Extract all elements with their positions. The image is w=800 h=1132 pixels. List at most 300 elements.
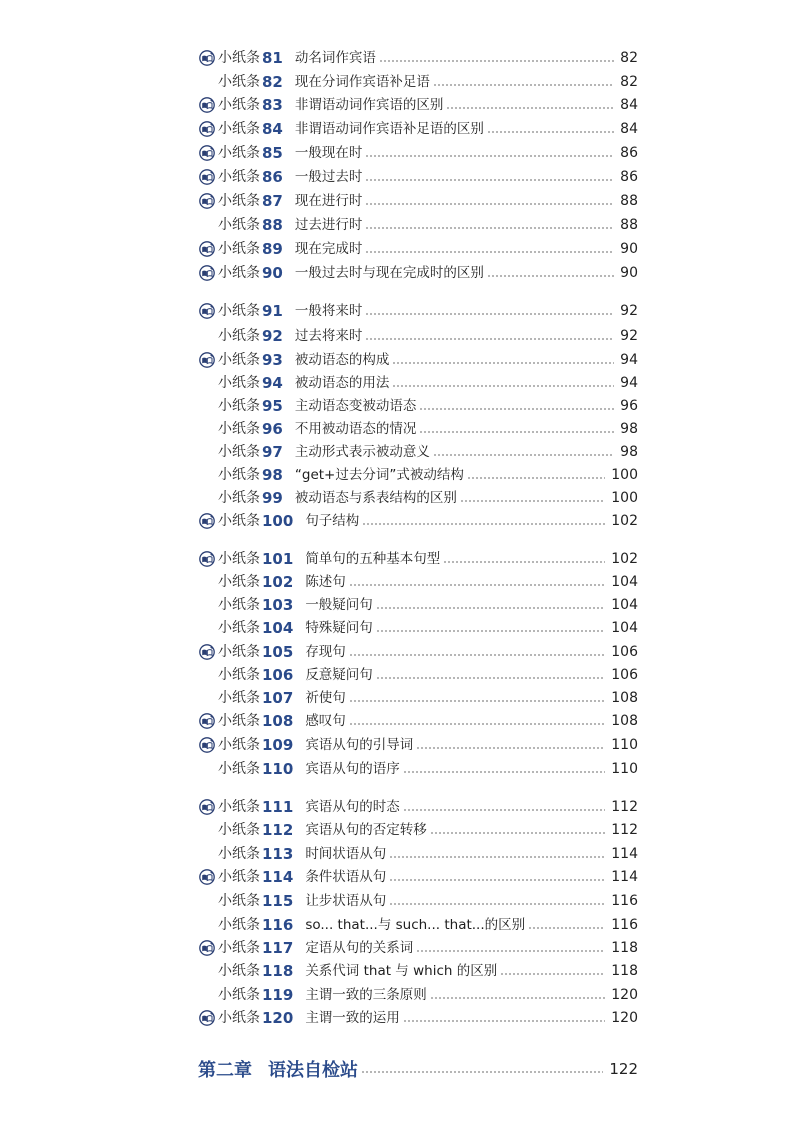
entry-title: 宾语从句的语序 — [305, 761, 400, 777]
leader-dots — [349, 722, 605, 726]
entry-title: “get+过去分词”式被动结构 — [294, 467, 464, 483]
toc-entry[interactable] — [198, 571, 638, 593]
icon-slot — [198, 142, 218, 164]
entry-number: 107 — [262, 689, 294, 707]
icon-slot — [198, 418, 218, 440]
entry-number: 98 — [262, 466, 283, 484]
book-icon — [198, 169, 216, 185]
entry-page-number: 112 — [611, 822, 638, 838]
entry-number: 102 — [262, 573, 294, 591]
entry-page-number: 104 — [611, 597, 638, 613]
entry-page-number: 100 — [611, 490, 638, 506]
entry-title: 一般疑问句 — [305, 597, 373, 613]
entry-prefix: 小纸条 — [218, 846, 260, 862]
entry-title: 现在进行时 — [294, 193, 363, 209]
entry-prefix: 小纸条 — [218, 375, 260, 391]
toc-entry[interactable] — [198, 464, 638, 486]
icon-slot — [198, 843, 218, 865]
icon-slot — [198, 94, 218, 116]
entry-page-number: 88 — [620, 217, 638, 233]
toc-entry[interactable] — [198, 890, 638, 912]
icon-slot — [198, 238, 218, 260]
toc-entry[interactable] — [198, 300, 638, 322]
entry-title: 被动语态的构成 — [294, 352, 390, 368]
toc-entry[interactable] — [198, 796, 638, 818]
book-icon — [198, 303, 216, 319]
entry-page-number: 82 — [620, 50, 638, 66]
entry-number: 111 — [262, 798, 294, 816]
entry-title: 存现句 — [305, 644, 346, 660]
icon-slot — [198, 890, 218, 912]
entry-prefix: 小纸条 — [218, 893, 260, 909]
entry-number: 101 — [262, 550, 294, 568]
leader-dots — [443, 560, 605, 564]
entry-number: 90 — [262, 264, 283, 282]
entry-prefix: 小纸条 — [218, 169, 260, 185]
leader-dots — [349, 583, 605, 587]
entry-number: 95 — [262, 397, 283, 415]
entry-page-number: 84 — [620, 97, 638, 113]
toc-entry[interactable] — [198, 325, 638, 347]
entry-number: 100 — [262, 512, 294, 530]
entry-prefix: 小纸条 — [218, 490, 260, 506]
book-icon — [198, 241, 216, 257]
entry-number: 113 — [262, 845, 294, 863]
entry-prefix: 小纸条 — [218, 303, 260, 319]
entry-number: 85 — [262, 144, 283, 162]
entry-title: 宾语从句的时态 — [305, 799, 400, 815]
toc-entry[interactable] — [198, 843, 638, 865]
entry-number: 117 — [262, 939, 294, 957]
leader-dots — [433, 83, 614, 87]
entry-page-number: 82 — [620, 74, 638, 90]
entry-page-number: 120 — [611, 987, 638, 1003]
leader-dots — [365, 250, 614, 254]
entry-prefix: 小纸条 — [218, 597, 260, 613]
leader-dots — [389, 855, 605, 859]
entry-page-number: 118 — [611, 940, 638, 956]
icon-slot — [198, 214, 218, 236]
book-icon — [198, 352, 216, 368]
entry-prefix: 小纸条 — [218, 690, 260, 706]
icon-slot — [198, 594, 218, 616]
entry-page-number: 118 — [611, 963, 638, 979]
entry-page-number: 104 — [611, 574, 638, 590]
leader-dots — [392, 384, 614, 388]
entry-prefix: 小纸条 — [218, 467, 260, 483]
entry-prefix: 小纸条 — [218, 513, 260, 529]
leader-dots — [403, 808, 605, 812]
icon-slot — [198, 937, 218, 959]
icon-slot — [198, 118, 218, 140]
icon-slot — [198, 262, 218, 284]
toc-entry[interactable] — [198, 238, 638, 260]
leader-dots — [460, 499, 605, 503]
entry-page-number: 98 — [620, 444, 638, 460]
entry-number: 88 — [262, 216, 283, 234]
leader-dots — [362, 522, 605, 526]
entry-prefix: 小纸条 — [218, 352, 260, 368]
entry-prefix: 小纸条 — [218, 869, 260, 885]
toc-entry[interactable] — [198, 94, 638, 116]
toc-entry[interactable] — [198, 734, 638, 756]
entry-page-number: 92 — [620, 303, 638, 319]
entry-prefix: 小纸条 — [218, 574, 260, 590]
leader-dots — [392, 361, 614, 365]
book-icon — [198, 50, 216, 66]
entry-prefix: 小纸条 — [218, 50, 260, 66]
entry-prefix: 小纸条 — [218, 761, 260, 777]
icon-slot — [198, 819, 218, 841]
icon-slot — [198, 866, 218, 888]
entry-prefix: 小纸条 — [218, 241, 260, 257]
icon-slot — [198, 984, 218, 1006]
toc-entry[interactable] — [198, 395, 638, 417]
toc-entry[interactable] — [198, 510, 638, 532]
toc-entry[interactable] — [198, 190, 638, 212]
icon-slot — [198, 548, 218, 570]
book-icon — [198, 193, 216, 209]
entry-title: 被动语态的用法 — [294, 375, 390, 391]
entry-title: 宾语从句的引导词 — [305, 737, 414, 753]
entry-number: 87 — [262, 192, 283, 210]
entry-page-number: 116 — [611, 893, 638, 909]
entry-prefix: 小纸条 — [218, 217, 260, 233]
leader-dots — [376, 606, 605, 610]
entry-prefix: 小纸条 — [218, 421, 260, 437]
entry-page-number: 102 — [611, 513, 638, 529]
book-icon — [198, 551, 216, 567]
entry-title: 非谓语动词作宾语补足语的区别 — [294, 121, 484, 137]
entry-page-number: 94 — [620, 352, 638, 368]
toc-entry[interactable] — [198, 937, 638, 959]
entry-page-number: 106 — [611, 644, 638, 660]
toc-entry[interactable] — [198, 687, 638, 709]
toc-entry[interactable] — [198, 664, 638, 686]
entry-prefix: 小纸条 — [218, 822, 260, 838]
entry-prefix: 小纸条 — [218, 737, 260, 753]
toc-entry[interactable] — [198, 758, 638, 780]
book-icon — [198, 513, 216, 529]
icon-slot — [198, 914, 218, 936]
entry-title: 反意疑问句 — [305, 667, 373, 683]
leader-dots — [365, 202, 614, 206]
leader-dots — [446, 106, 614, 110]
entry-title: 一般现在时 — [294, 145, 363, 161]
entry-title: 条件状语从句 — [305, 869, 387, 885]
toc-entry[interactable] — [198, 960, 638, 982]
book-icon — [198, 97, 216, 113]
icon-slot — [198, 796, 218, 818]
leader-dots — [403, 1019, 605, 1023]
entry-page-number: 110 — [611, 761, 638, 777]
entry-prefix: 小纸条 — [218, 265, 260, 281]
entry-prefix: 小纸条 — [218, 145, 260, 161]
toc-entry[interactable] — [198, 214, 638, 236]
icon-slot — [198, 349, 218, 371]
entry-number: 114 — [262, 868, 294, 886]
toc-entry[interactable] — [198, 984, 638, 1006]
chapter-entry[interactable] — [198, 1054, 638, 1084]
entry-prefix: 小纸条 — [218, 644, 260, 660]
entry-page-number: 114 — [611, 846, 638, 862]
entry-title: 一般将来时 — [294, 303, 363, 319]
leader-dots — [349, 653, 605, 657]
entry-page-number: 90 — [620, 241, 638, 257]
entry-number: 110 — [262, 760, 294, 778]
leader-dots — [419, 407, 614, 411]
entry-prefix: 小纸条 — [218, 940, 260, 956]
entry-number: 81 — [262, 49, 283, 67]
icon-slot — [198, 395, 218, 417]
toc-entry[interactable] — [198, 118, 638, 140]
icon-slot — [198, 190, 218, 212]
entry-number: 118 — [262, 962, 294, 980]
entry-number: 112 — [262, 821, 294, 839]
entry-title: 不用被动语态的情况 — [294, 421, 417, 437]
leader-dots — [349, 699, 605, 703]
entry-number: 105 — [262, 643, 294, 661]
entry-page-number: 86 — [620, 169, 638, 185]
toc-entry[interactable] — [198, 372, 638, 394]
entry-prefix: 小纸条 — [218, 963, 260, 979]
entry-number: 83 — [262, 96, 283, 114]
book-icon — [198, 713, 216, 729]
leader-dots — [487, 130, 614, 134]
entry-title: 祈使句 — [305, 690, 346, 706]
entry-title: 特殊疑问句 — [305, 620, 373, 636]
toc-entry[interactable] — [198, 349, 638, 371]
entry-number: 120 — [262, 1009, 294, 1027]
icon-slot — [198, 664, 218, 686]
toc-entry[interactable] — [198, 166, 638, 188]
toc-entry[interactable] — [198, 487, 638, 509]
icon-slot — [198, 617, 218, 639]
entry-title: 一般过去时 — [294, 169, 363, 185]
chapter-page-number: 122 — [609, 1060, 638, 1078]
entry-page-number: 110 — [611, 737, 638, 753]
icon-slot — [198, 710, 218, 732]
entry-page-number: 96 — [620, 398, 638, 414]
leader-dots — [528, 926, 605, 930]
book-icon — [198, 799, 216, 815]
leader-dots — [365, 178, 614, 182]
entry-page-number: 108 — [611, 713, 638, 729]
leader-dots — [376, 676, 605, 680]
entry-number: 115 — [262, 892, 294, 910]
toc-entry[interactable] — [198, 418, 638, 440]
entry-title: 动名词作宾语 — [294, 50, 376, 66]
entry-prefix: 小纸条 — [218, 398, 260, 414]
icon-slot — [198, 325, 218, 347]
leader-dots — [365, 226, 614, 230]
book-icon — [198, 644, 216, 660]
leader-dots — [361, 1070, 603, 1074]
entry-prefix: 小纸条 — [218, 987, 260, 1003]
entry-page-number: 90 — [620, 265, 638, 281]
entry-title: 关系代词 that 与 which 的区别 — [305, 963, 498, 979]
entry-number: 86 — [262, 168, 283, 186]
icon-slot — [198, 687, 218, 709]
entry-number: 109 — [262, 736, 294, 754]
entry-title: 时间状语从句 — [305, 846, 387, 862]
book-icon — [198, 869, 216, 885]
entry-page-number: 106 — [611, 667, 638, 683]
entry-page-number: 84 — [620, 121, 638, 137]
entry-prefix: 小纸条 — [218, 97, 260, 113]
leader-dots — [416, 746, 605, 750]
entry-prefix: 小纸条 — [218, 713, 260, 729]
entry-page-number: 104 — [611, 620, 638, 636]
entry-title: 句子结构 — [305, 513, 360, 529]
icon-slot — [198, 441, 218, 463]
icon-slot — [198, 464, 218, 486]
entry-page-number: 100 — [611, 467, 638, 483]
entry-prefix: 小纸条 — [218, 121, 260, 137]
icon-slot — [198, 487, 218, 509]
icon-slot — [198, 734, 218, 756]
entry-title: 简单句的五种基本句型 — [305, 551, 441, 567]
book-icon — [198, 265, 216, 281]
entry-title: 让步状语从句 — [305, 893, 387, 909]
entry-page-number: 102 — [611, 551, 638, 567]
entry-number: 91 — [262, 302, 283, 320]
entry-title: 非谓语动词作宾语的区别 — [294, 97, 444, 113]
toc-entry[interactable] — [198, 641, 638, 663]
toc-entry[interactable] — [198, 617, 638, 639]
entry-page-number: 86 — [620, 145, 638, 161]
entry-number: 106 — [262, 666, 294, 684]
toc-entry[interactable] — [198, 142, 638, 164]
entry-prefix: 小纸条 — [218, 551, 260, 567]
leader-dots — [389, 902, 605, 906]
entry-page-number: 112 — [611, 799, 638, 815]
toc-entry[interactable] — [198, 71, 638, 93]
entry-number: 119 — [262, 986, 294, 1004]
icon-slot — [198, 960, 218, 982]
entry-title: 一般过去时与现在完成时的区别 — [294, 265, 484, 281]
entry-number: 96 — [262, 420, 283, 438]
entry-title: 主动形式表示被动意义 — [294, 444, 430, 460]
toc-entry[interactable] — [198, 1007, 638, 1029]
entry-prefix: 小纸条 — [218, 667, 260, 683]
entry-page-number: 98 — [620, 421, 638, 437]
entry-number: 89 — [262, 240, 283, 258]
entry-number: 104 — [262, 619, 294, 637]
toc-entry[interactable] — [198, 47, 638, 69]
leader-dots — [430, 831, 605, 835]
leader-dots — [403, 770, 605, 774]
entry-title: 过去将来时 — [294, 328, 363, 344]
entry-page-number: 92 — [620, 328, 638, 344]
book-icon — [198, 145, 216, 161]
entry-title: 现在完成时 — [294, 241, 363, 257]
icon-slot — [198, 1007, 218, 1029]
entry-prefix: 小纸条 — [218, 74, 260, 90]
leader-dots — [389, 878, 605, 882]
entry-title: 主谓一致的运用 — [305, 1010, 400, 1026]
toc-entry[interactable] — [198, 819, 638, 841]
icon-slot — [198, 758, 218, 780]
entry-page-number: 116 — [611, 917, 638, 933]
entry-title: so... that...与 such... that...的区别 — [305, 917, 526, 933]
icon-slot — [198, 510, 218, 532]
toc-entry[interactable] — [198, 866, 638, 888]
entry-number: 108 — [262, 712, 294, 730]
leader-dots — [433, 453, 614, 457]
toc-entry[interactable] — [198, 441, 638, 463]
icon-slot — [198, 641, 218, 663]
entry-number: 94 — [262, 374, 283, 392]
icon-slot — [198, 372, 218, 394]
entry-prefix: 小纸条 — [218, 917, 260, 933]
entry-prefix: 小纸条 — [218, 444, 260, 460]
toc-entry[interactable] — [198, 710, 638, 732]
toc-entry[interactable] — [198, 914, 638, 936]
leader-dots — [365, 154, 614, 158]
entry-title: 陈述句 — [305, 574, 346, 590]
toc-entry[interactable] — [198, 262, 638, 284]
entry-number: 82 — [262, 73, 283, 91]
toc-entry[interactable] — [198, 594, 638, 616]
toc-entry[interactable] — [198, 548, 638, 570]
chapter-label: 第二章 — [198, 1060, 252, 1081]
entry-page-number: 114 — [611, 869, 638, 885]
leader-dots — [365, 312, 614, 316]
entry-page-number: 94 — [620, 375, 638, 391]
entry-prefix: 小纸条 — [218, 328, 260, 344]
book-icon — [198, 737, 216, 753]
icon-slot — [198, 71, 218, 93]
entry-number: 84 — [262, 120, 283, 138]
entry-number: 103 — [262, 596, 294, 614]
leader-dots — [379, 59, 614, 63]
entry-title: 感叹句 — [305, 713, 346, 729]
leader-dots — [467, 476, 605, 480]
leader-dots — [365, 337, 614, 341]
icon-slot — [198, 47, 218, 69]
icon-slot — [198, 166, 218, 188]
entry-page-number: 88 — [620, 193, 638, 209]
leader-dots — [419, 430, 614, 434]
entry-prefix: 小纸条 — [218, 1010, 260, 1026]
entry-number: 93 — [262, 351, 283, 369]
entry-prefix: 小纸条 — [218, 799, 260, 815]
leader-dots — [376, 629, 605, 633]
entry-title: 主谓一致的三条原则 — [305, 987, 427, 1003]
leader-dots — [500, 972, 605, 976]
leader-dots — [487, 274, 614, 278]
entry-title: 被动语态与系表结构的区别 — [294, 490, 457, 506]
leader-dots — [430, 996, 605, 1000]
entry-title: 现在分词作宾语补足语 — [294, 74, 430, 90]
entry-prefix: 小纸条 — [218, 620, 260, 636]
book-icon — [198, 1010, 216, 1026]
entry-title: 主动语态变被动语态 — [294, 398, 417, 414]
book-icon — [198, 940, 216, 956]
entry-number: 116 — [262, 916, 294, 934]
entry-title: 宾语从句的否定转移 — [305, 822, 427, 838]
entry-number: 97 — [262, 443, 283, 461]
chapter-title: 语法自检站 — [268, 1060, 358, 1081]
entry-page-number: 120 — [611, 1010, 638, 1026]
icon-slot — [198, 300, 218, 322]
book-icon — [198, 121, 216, 137]
entry-number: 99 — [262, 489, 283, 507]
entry-number: 92 — [262, 327, 283, 345]
entry-title: 定语从句的关系词 — [305, 940, 414, 956]
entry-page-number: 108 — [611, 690, 638, 706]
